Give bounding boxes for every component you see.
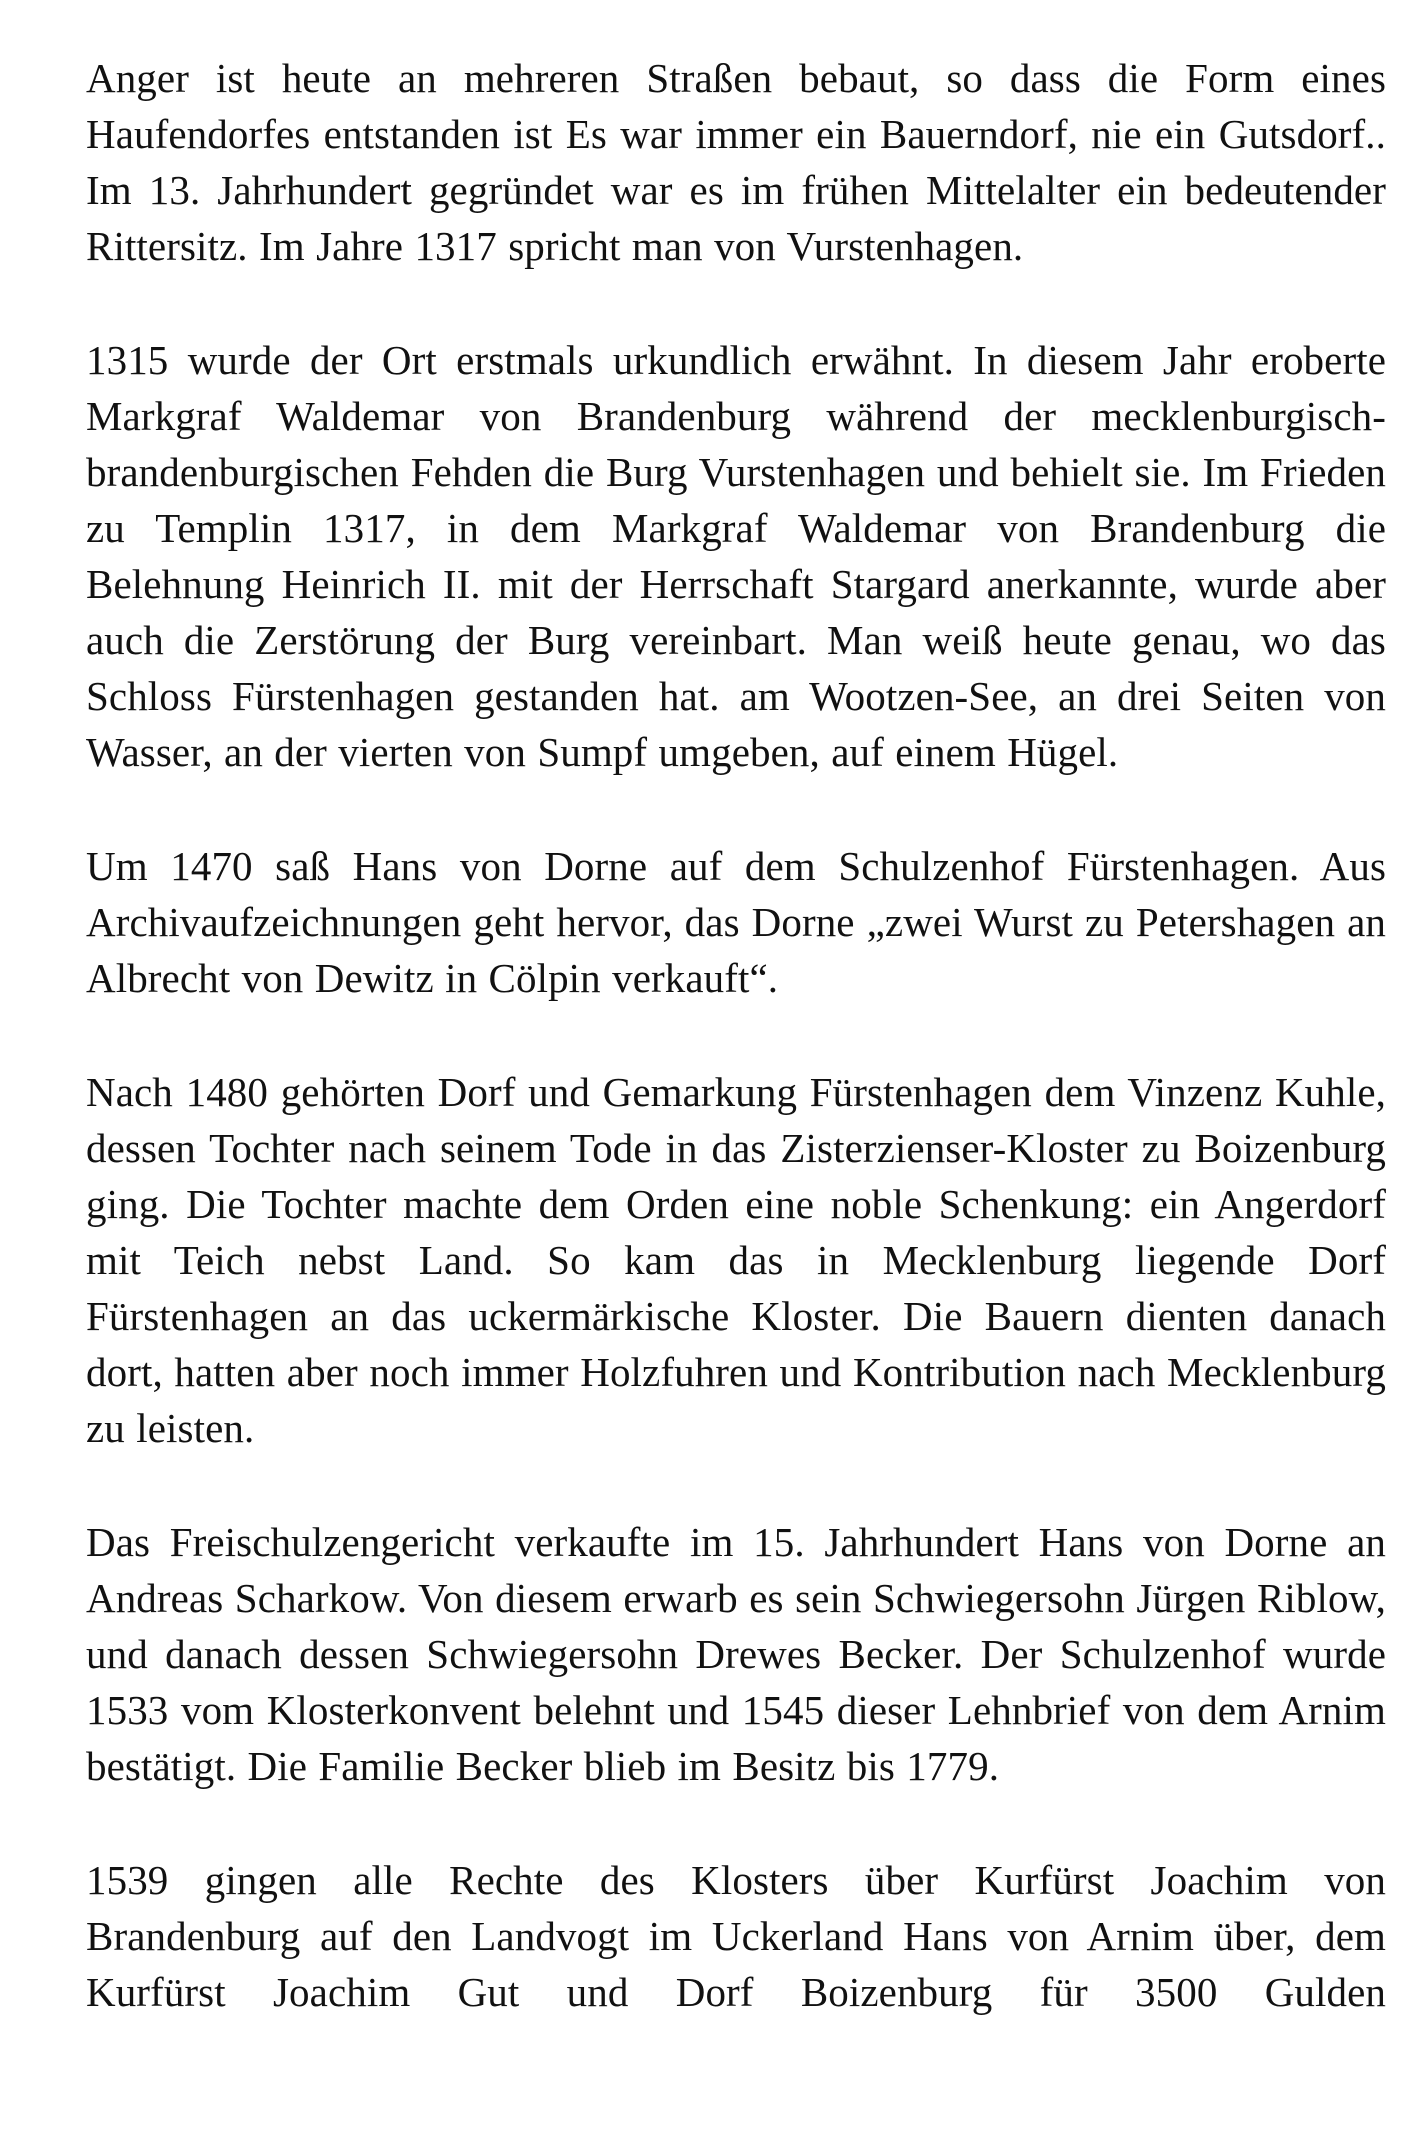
paragraph-1480: Nach 1480 gehörten Dorf und Gemarkung Fürstenhagen dem Vinzenz Kuhle, dessen Tochter nach seinem Tode in das Zisterzienser-Kloster zu Boizenburg ging. Die Tochter machte dem Orden eine noble Schenkung: ein Angerdorf mit Teich nebst Land. So kam das in Mecklenburg liegende Dorf Fürstenhagen an das uckermärkische Kloster. Die Bauern dienten danach dort, hatten aber noch immer Holzfuhren und Kontribution nach Mecklenburg zu leisten. [86, 1069, 1386, 1451]
paragraph-1470: Um 1470 saß Hans von Dorne auf dem Schulzenhof Fürstenhagen. Aus Archivaufzeichnungen geht hervor, das Dorne „zwei Wurst zu Petershagen an Albrecht von Dewitz in Cölpin verkauft“. [86, 843, 1386, 1001]
paragraph-anger: Anger ist heute an mehreren Straßen bebaut, so dass die Form eines Haufendorfes entstanden ist Es war immer ein Bauerndorf, nie ein Gutsdorf.. Im 13. Jahrhundert gegründet war es im frühen Mittelalter ein bedeutender Rittersitz. Im Jahre 1317 spricht man von Vurstenhagen. [86, 55, 1386, 269]
paragraph-1315: 1315 wurde der Ort erstmals urkundlich erwähnt. In diesem Jahr eroberte Markgraf Waldemar von Brandenburg während der mecklenburgisch-brandenburgischen Fehden die Burg Vurstenhagen und behielt sie. Im Frieden zu Templin 1317, in dem Markgraf Waldemar von Brandenburg die Belehnung Heinrich II. mit der Herrschaft Stargard anerkannte, wurde aber auch die Zerstörung der Burg vereinbart. Man weiß heute genau, wo das Schloss Fürstenhagen gestanden hat. am Wootzen-See, an drei Seiten von Wasser, an der vierten von Sumpf umgeben, auf einem Hügel. [86, 337, 1386, 775]
paragraph-1539: 1539 gingen alle Rechte des Klosters über Kurfürst Joachim von Brandenburg auf den Landvogt im Uckerland Hans von Arnim über, dem Kurfürst Joachim Gut und Dorf Boizenburg für 3500 Gulden [86, 1857, 1386, 2015]
paragraph-freischulzengericht: Das Freischulzengericht verkaufte im 15. Jahrhundert Hans von Dorne an Andreas Scharkow. Von diesem erwarb es sein Schwiegersohn Jürgen Riblow, und danach dessen Schwiegersohn Drewes Becker. Der Schulzenhof wurde 1533 vom Klosterkonvent belehnt und 1545 dieser Lehnbrief von dem Arnim bestätigt. Die Familie Becker blieb im Besitz bis 1779. [86, 1519, 1386, 1789]
document-body [86, 50, 1386, 2020]
